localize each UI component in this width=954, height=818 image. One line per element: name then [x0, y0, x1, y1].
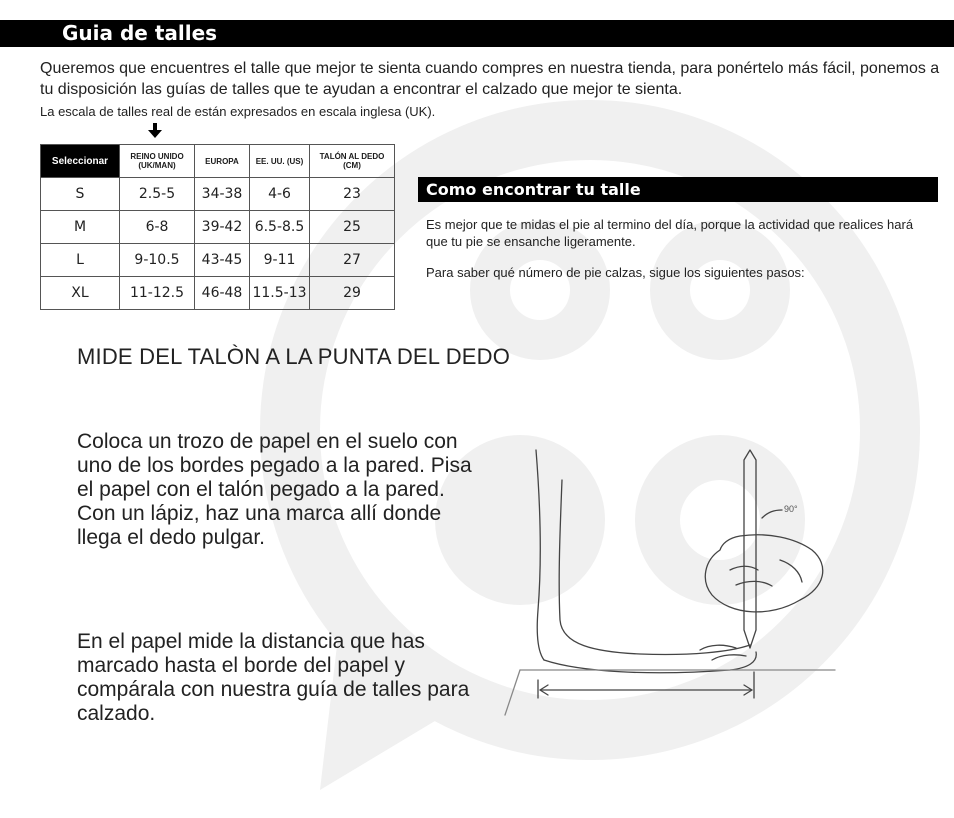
size-label[interactable]: L	[41, 244, 120, 277]
arrow-down-icon	[148, 123, 162, 139]
cm-size: 27	[310, 244, 395, 277]
table-row[interactable]	[41, 244, 395, 277]
table-row[interactable]	[41, 277, 395, 310]
us-size: 4-6	[250, 178, 310, 211]
size-table	[40, 144, 395, 310]
measure-step-1: Coloca un trozo de papel en el suelo con uno de los bordes pegado a la pared. Pisa el papel con el talón pegado a la pared. Con un lápiz, haz una marca allí donde llega el dedo pulgar.	[77, 430, 472, 549]
measure-heading: MIDE DEL TALÒN A LA PUNTA DEL DEDO	[77, 344, 511, 369]
uk-size: 11-12.5	[120, 277, 195, 310]
page-title: Guia de talles	[0, 20, 954, 47]
uk-size: 9-10.5	[120, 244, 195, 277]
us-size: 6.5-8.5	[250, 211, 310, 244]
eu-size: 46-48	[195, 277, 250, 310]
measure-step-2: En el papel mide la distancia que has marcado hasta el borde del papel y compárala con nuestra guía de talles para calzado.	[77, 630, 470, 725]
scale-note: La escala de talles real de están expresados en escala inglesa (UK).	[40, 104, 436, 119]
cm-size: 29	[310, 277, 395, 310]
eu-size: 43-45	[195, 244, 250, 277]
table-row[interactable]	[41, 211, 395, 244]
cm-size: 23	[310, 178, 395, 211]
header-cm: TALÓN AL DEDO (CM)	[310, 145, 395, 178]
how-to-paragraph: Es mejor que te midas el pie al termino del día, porque la actividad que realices hará que tu pie se ensanche ligeramente.	[426, 217, 914, 249]
header-select[interactable]: Seleccionar	[41, 145, 120, 178]
eu-size: 39-42	[195, 211, 250, 244]
size-label[interactable]: S	[41, 178, 120, 211]
size-label[interactable]: M	[41, 211, 120, 244]
angle-label: 90°	[784, 504, 798, 514]
header-europa: EUROPA	[195, 145, 250, 178]
foot-measure-illustration	[500, 440, 840, 730]
uk-size: 6-8	[120, 211, 195, 244]
us-size: 9-11	[250, 244, 310, 277]
header-uk: REINO UNIDO (UK/MAN)	[120, 145, 195, 178]
uk-size: 2.5-5	[120, 178, 195, 211]
table-row[interactable]	[41, 178, 395, 211]
how-to-paragraph: Para saber qué número de pie calzas, sigue los siguientes pasos:	[426, 265, 805, 280]
how-to-section	[426, 216, 926, 295]
header-us: EE. UU. (US)	[250, 145, 310, 178]
eu-size: 34-38	[195, 178, 250, 211]
how-to-title: Como encontrar tu talle	[418, 177, 938, 202]
cm-size: 25	[310, 211, 395, 244]
intro-text: Queremos que encuentres el talle que mejor te sienta cuando compres en nuestra tienda, para ponértelo más fácil, ponemos a tu disposición las guías de talles que te ayudan a encontrar el calzado que mejor te sienta.	[40, 60, 940, 98]
table-header-row	[41, 145, 395, 178]
size-label[interactable]: XL	[41, 277, 120, 310]
us-size: 11.5-13	[250, 277, 310, 310]
